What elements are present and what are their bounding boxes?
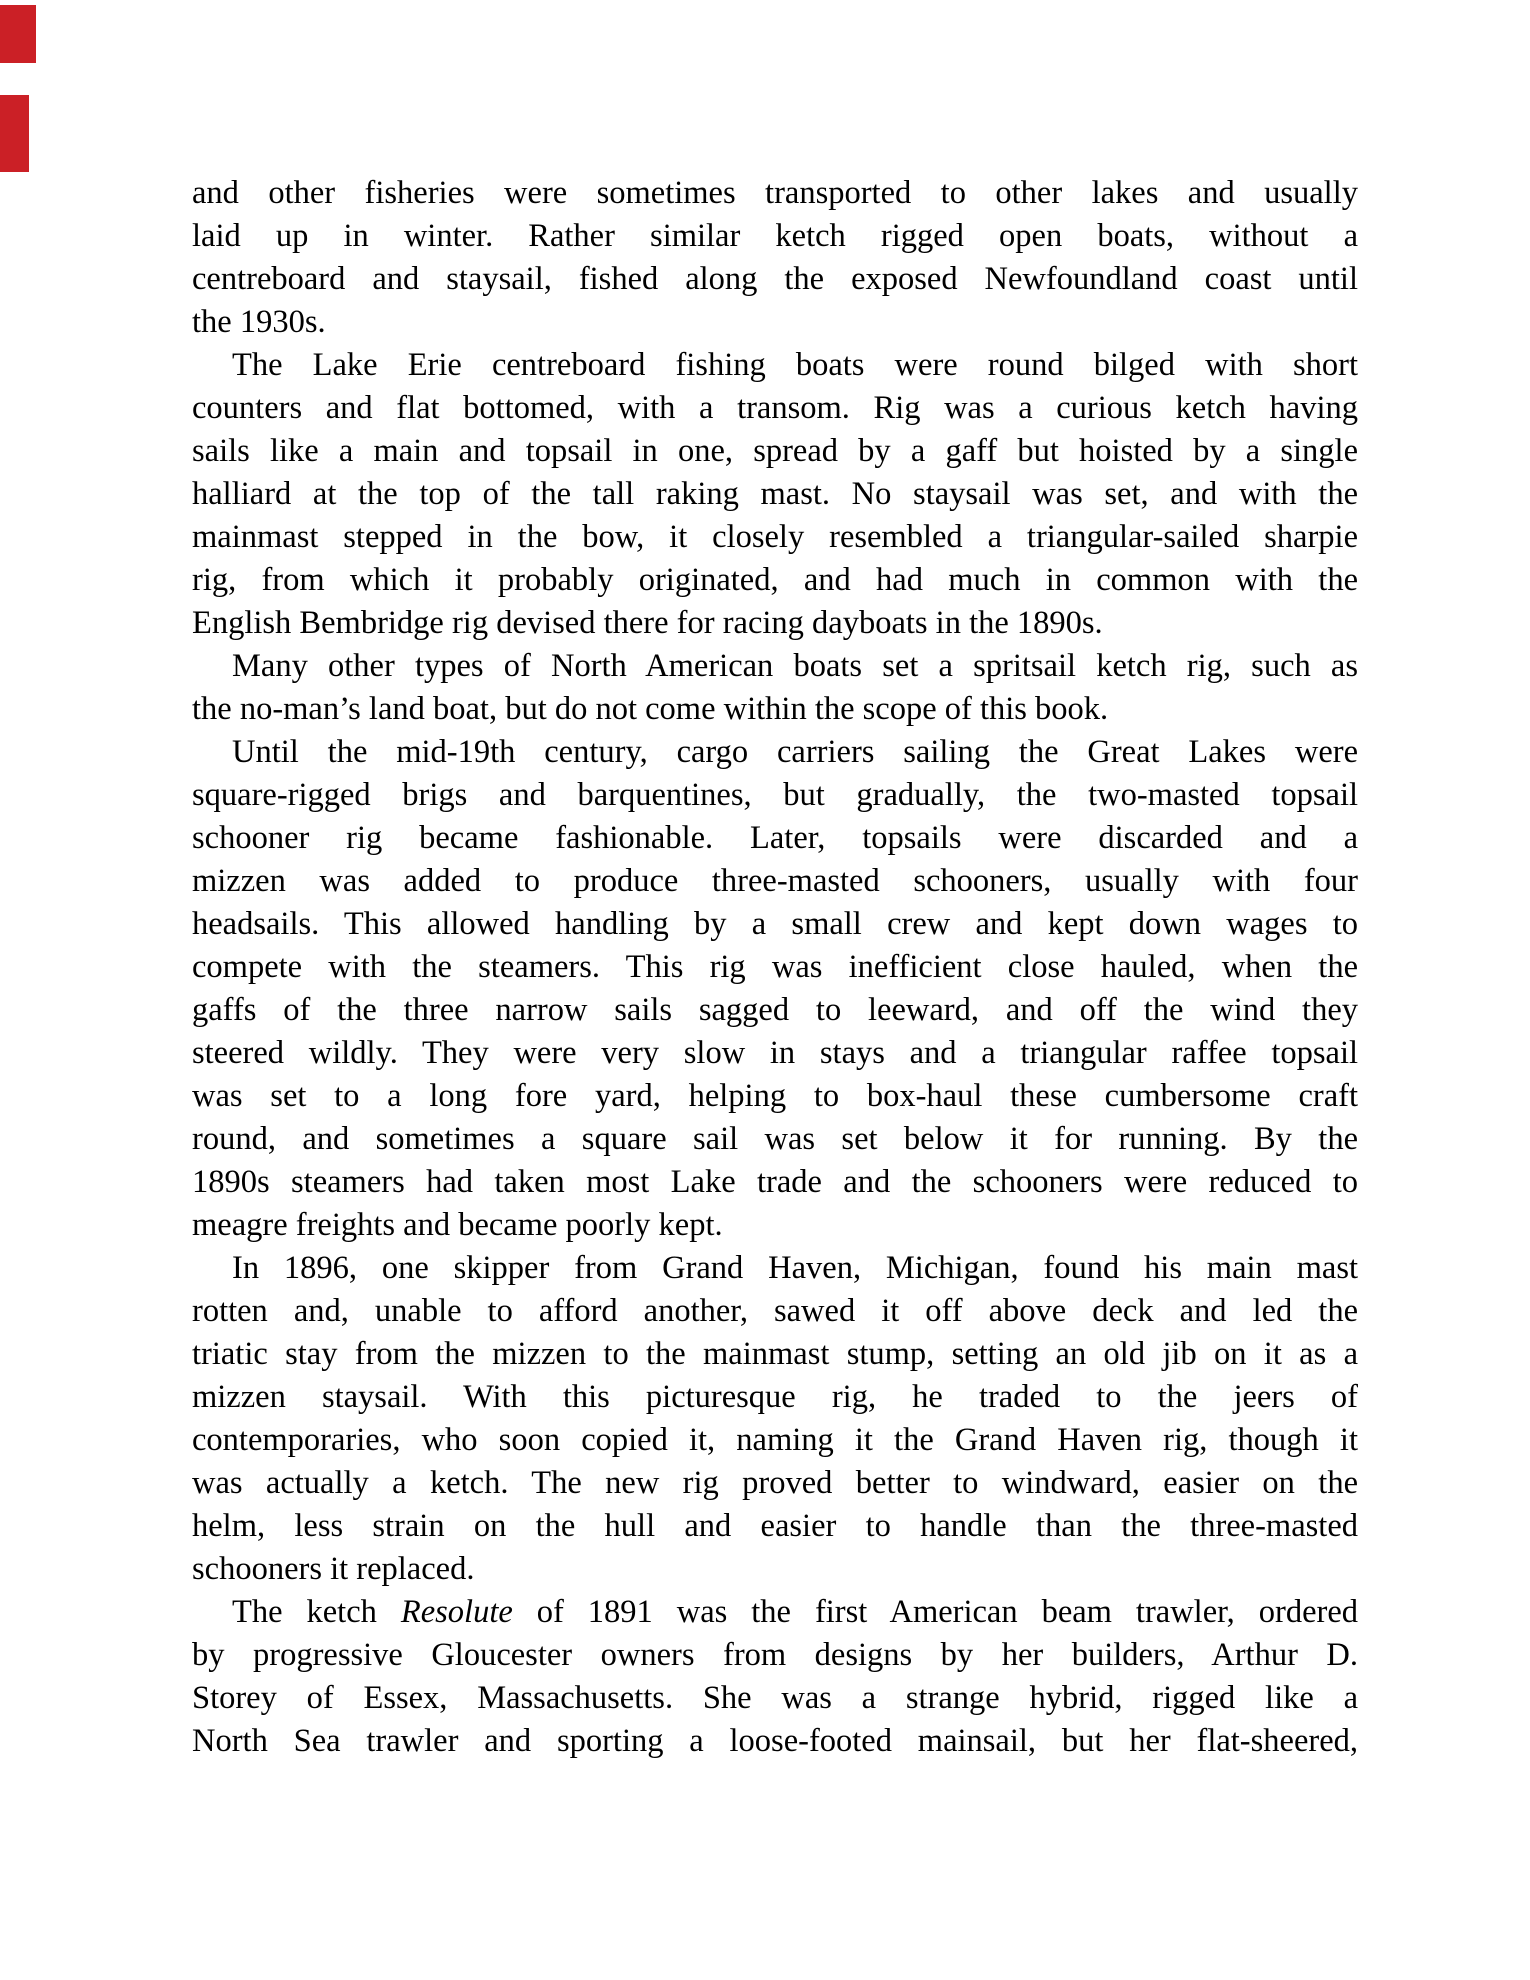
text-line: mizzen staysail. With this picturesque rig, he traded to the jeers of xyxy=(192,1379,1358,1415)
paragraph xyxy=(192,731,1358,1247)
text-line: schooner rig became fashionable. Later, topsails were discarded and a xyxy=(192,820,1358,856)
text-line: rig, from which it probably originated, and had much in common with the xyxy=(192,562,1358,598)
text-line: Many other types of North American boats set a spritsail ketch rig, such as xyxy=(232,648,1358,684)
paragraph xyxy=(192,344,1358,645)
text-line: halliard at the top of the tall raking mast. No staysail was set, and with the xyxy=(192,476,1358,512)
text-line: laid up in winter. Rather similar ketch rigged open boats, without a xyxy=(192,218,1358,254)
text-line: the no-man’s land boat, but do not come within the scope of this book. xyxy=(192,691,1109,727)
paragraph xyxy=(192,1247,1358,1591)
text-line: 1890s steamers had taken most Lake trade and the schooners were reduced to xyxy=(192,1164,1358,1200)
text-line: gaffs of the three narrow sails sagged to leeward, and off the wind they xyxy=(192,992,1358,1028)
text-line: rotten and, unable to afford another, sawed it off above deck and led the xyxy=(192,1293,1358,1329)
text-line: mainmast stepped in the bow, it closely resembled a triangular-sailed sharpie xyxy=(192,519,1358,555)
text-line: and other fisheries were sometimes transported to other lakes and usually xyxy=(192,175,1358,211)
text-line: North Sea trawler and sporting a loose-footed mainsail, but her flat-sheered, xyxy=(192,1723,1358,1759)
text-line: Storey of Essex, Massachusetts. She was a strange hybrid, rigged like a xyxy=(192,1680,1358,1716)
text-block xyxy=(192,172,1358,1763)
text-line: triatic stay from the mizzen to the mainmast stump, setting an old jib on it as a xyxy=(192,1336,1358,1372)
ship-name-italic: Resolute xyxy=(400,1594,513,1630)
text-line xyxy=(192,1591,1358,1634)
text-line: steered wildly. They were very slow in stays and a triangular raffee topsail xyxy=(192,1035,1358,1071)
text-line: contemporaries, who soon copied it, naming it the Grand Haven rig, though it xyxy=(192,1422,1358,1458)
text-line: English Bembridge rig devised there for racing dayboats in the 1890s. xyxy=(192,605,1103,641)
paragraph xyxy=(192,1591,1358,1763)
text-line: centreboard and staysail, fished along the exposed Newfoundland coast until xyxy=(192,261,1358,297)
text-line: In 1896, one skipper from Grand Haven, Michigan, found his main mast xyxy=(232,1250,1358,1286)
text-line: compete with the steamers. This rig was inefficient close hauled, when the xyxy=(192,949,1358,985)
text-line: helm, less strain on the hull and easier to handle than the three-masted xyxy=(192,1508,1358,1544)
text-line: meagre freights and became poorly kept. xyxy=(192,1207,723,1243)
text-line: headsails. This allowed handling by a small crew and kept down wages to xyxy=(192,906,1358,942)
red-mark-top xyxy=(0,5,36,63)
text-line: round, and sometimes a square sail was set below it for running. By the xyxy=(192,1121,1358,1157)
paragraph xyxy=(192,645,1358,731)
text-line: sails like a main and topsail in one, spread by a gaff but hoisted by a single xyxy=(192,433,1358,469)
text-line: counters and flat bottomed, with a transom. Rig was a curious ketch having xyxy=(192,390,1358,426)
text-line: schooners it replaced. xyxy=(192,1551,475,1587)
text-line: square-rigged brigs and barquentines, but gradually, the two-masted topsail xyxy=(192,777,1358,813)
text-line: by progressive Gloucester owners from designs by her builders, Arthur D. xyxy=(192,1637,1358,1673)
red-mark-bottom xyxy=(0,95,29,172)
text-line: was actually a ketch. The new rig proved better to windward, easier on the xyxy=(192,1465,1358,1501)
text-segment: The ketch xyxy=(232,1594,401,1630)
text-segment: of 1891 was the first American beam trawler, ordered xyxy=(512,1594,1358,1630)
paragraph xyxy=(192,172,1358,344)
text-line: The Lake Erie centreboard fishing boats were round bilged with short xyxy=(232,347,1358,383)
text-line: the 1930s. xyxy=(192,304,326,340)
text-line: was set to a long fore yard, helping to box-haul these cumbersome craft xyxy=(192,1078,1358,1114)
text-line: Until the mid-19th century, cargo carriers sailing the Great Lakes were xyxy=(232,734,1358,770)
text-line: mizzen was added to produce three-masted schooners, usually with four xyxy=(192,863,1358,899)
